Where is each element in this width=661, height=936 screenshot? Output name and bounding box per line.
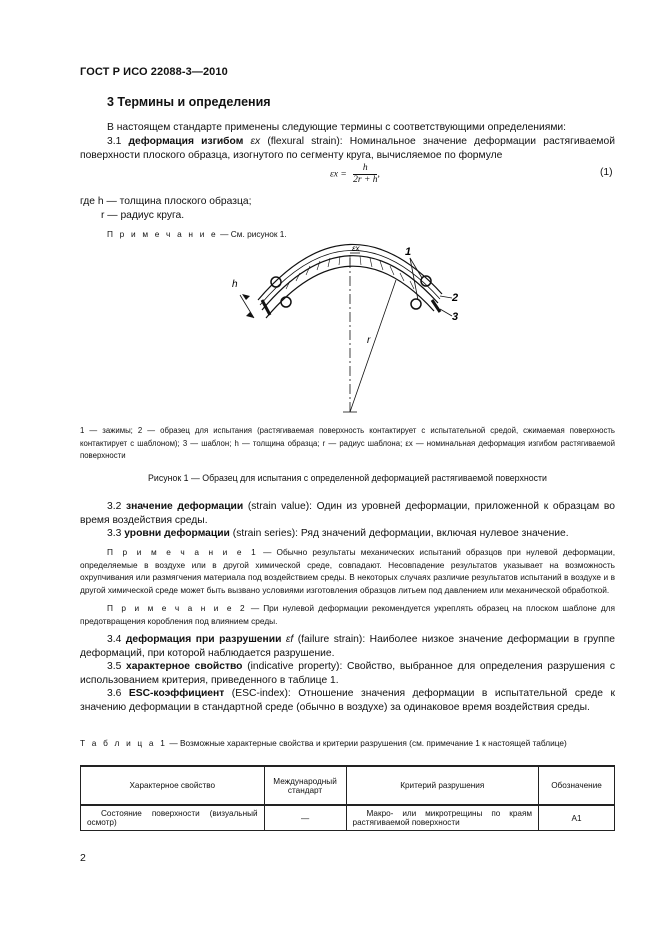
table-title (80, 737, 615, 750)
table-cell: Макро- или микротрещины по краям растягиваемой поверхности (346, 805, 539, 831)
where-r: r — радиус круга. (101, 210, 185, 221)
term-text: (ESC-index): Отношение значения деформации в испытательной среде к значению деформации в стандартной среде (обычно в воздухе) за одинаковое время воздействия среды. (80, 688, 615, 713)
formula-lhs: εx = (330, 169, 347, 180)
term-number: 3.3 (107, 528, 122, 539)
note-text: — Обычно результаты механических испытаний образцов при нулевой деформации, определяемые в воздухе или в другой химической среде, совпадают. Несовпадение результатов указывает на возможность охрупчивания или размягчения материала под воздействием среды. В некоторых случаях различие результатов испытаний в воздухе и в другой химической среде может быть вызвано условиями изготовления образцов литьем под давлением или механической обработкой. (80, 547, 616, 595)
note-label: П р и м е ч а н и е 2 (107, 603, 247, 613)
intro-paragraph: В настоящем стандарте применены следующие термины с соответствующими определениями: (107, 122, 567, 133)
label-ex: εx (352, 244, 360, 253)
leader-3 (440, 309, 452, 316)
note-2 (80, 602, 615, 627)
term-symbol: εx (250, 136, 261, 147)
term-3-4 (80, 633, 615, 661)
formula-tail: , (377, 169, 380, 180)
table-title-text: — Возможные характерные свойства и критерии разрушения (см. примечание 1 к настоящей таблице) (169, 738, 567, 748)
figure-caption: Рисунок 1 — Образец для испытания с определенной деформацией растягиваемой поверхности (148, 473, 547, 483)
formula-numerator: h (353, 163, 377, 175)
term-number: 3.4 (107, 634, 122, 645)
table-header-cell: Обозначение (539, 766, 615, 805)
label-r: r (367, 335, 371, 346)
term-name: характерное свойство (126, 661, 243, 672)
table-header-cell: Международный стандарт (264, 766, 346, 805)
term-text: (flexural strain): Номинальное значение деформации растягиваемой поверхности плоского образца, изогнутого по сегменту круга, вычисляемое по формуле (80, 136, 615, 161)
table-label: Т а б л и ц а 1 (80, 738, 168, 748)
label-2: 2 (452, 292, 459, 304)
leader-2 (440, 296, 452, 298)
term-text: (strain value): Один из уровней деформации, приложенной к образцам во время воздействия среды. (80, 501, 615, 526)
term-text: (strain series): Ряд значений деформации, включая нулевое значение. (232, 528, 569, 539)
term-number: 3.6 (107, 688, 122, 699)
term-symbol: εf (285, 634, 294, 645)
note-label: П р и м е ч а н и е 1 (107, 547, 258, 557)
term-name: деформация при разрушении (125, 634, 282, 645)
table-cell: — (264, 805, 346, 831)
h-arrow-top (242, 294, 250, 300)
radius-line (350, 280, 396, 412)
table-header-cell: Критерий разрушения (346, 766, 539, 805)
term-name: уровни деформации (124, 528, 230, 539)
term-name: деформация изгибом (128, 136, 244, 147)
equation-number: (1) (600, 167, 613, 178)
note-label: П р и м е ч а н и е (107, 229, 218, 239)
figure-legend: 1 — зажимы; 2 — образец для испытания (растягиваемая поверхность контактирует с испытательной средой, сжимаемая поверхность контактирует с шаблоном); 3 — шаблон; h — толщина образца; r — радиус шаблона; εx — номинальная деформация изгибом растягиваемой поверхности (80, 426, 615, 460)
clamp-right-bottom (411, 299, 421, 309)
page-number: 2 (80, 852, 86, 864)
table-1 (80, 765, 615, 831)
term-number: 3.5 (107, 661, 122, 672)
term-number: 3.1 (107, 136, 122, 147)
label-h: h (232, 279, 238, 290)
table-cell: Состояние поверхности (визуальный осмотр) (81, 805, 265, 831)
table-header-cell: Характерное свойство (81, 766, 265, 805)
section-title: 3 Термины и определения (107, 95, 271, 109)
note-1 (80, 546, 615, 596)
note-text: — При нулевой деформации рекомендуется укреплять образец на плоском шаблоне для предотвращения коробления под влиянием среды. (80, 603, 616, 626)
label-3: 3 (452, 311, 459, 323)
where-h: где h — толщина плоского образца; (80, 196, 252, 207)
table-header-row (81, 766, 615, 805)
term-3-2 (80, 500, 615, 528)
term-name: ESC-коэффициент (128, 688, 225, 699)
table-cell: A1 (539, 805, 615, 831)
note-text: — См. рисунок 1. (220, 229, 287, 239)
table-row (81, 805, 615, 831)
label-1: 1 (405, 246, 412, 258)
term-3-6 (80, 687, 615, 715)
term-text: (failure strain): Наиболее низкое значение деформации в группе деформаций, при которой наблюдается разрушение. (80, 634, 615, 659)
term-name: значение деформации (125, 501, 244, 512)
clamp-left-top (271, 277, 281, 287)
term-3-5 (80, 660, 615, 688)
formula-denominator: 2r + h (353, 175, 378, 185)
document-header: ГОСТ Р ИСО 22088-3—2010 (80, 66, 228, 78)
clamp-left-bottom (281, 297, 291, 307)
term-number: 3.2 (107, 501, 122, 512)
term-text: (indicative property): Свойство, выбранное для определения разрушения с использованием критерия, приведенного в таблице 1. (80, 661, 615, 686)
term-3-3 (80, 527, 615, 541)
h-arrow-bottom (246, 312, 254, 318)
